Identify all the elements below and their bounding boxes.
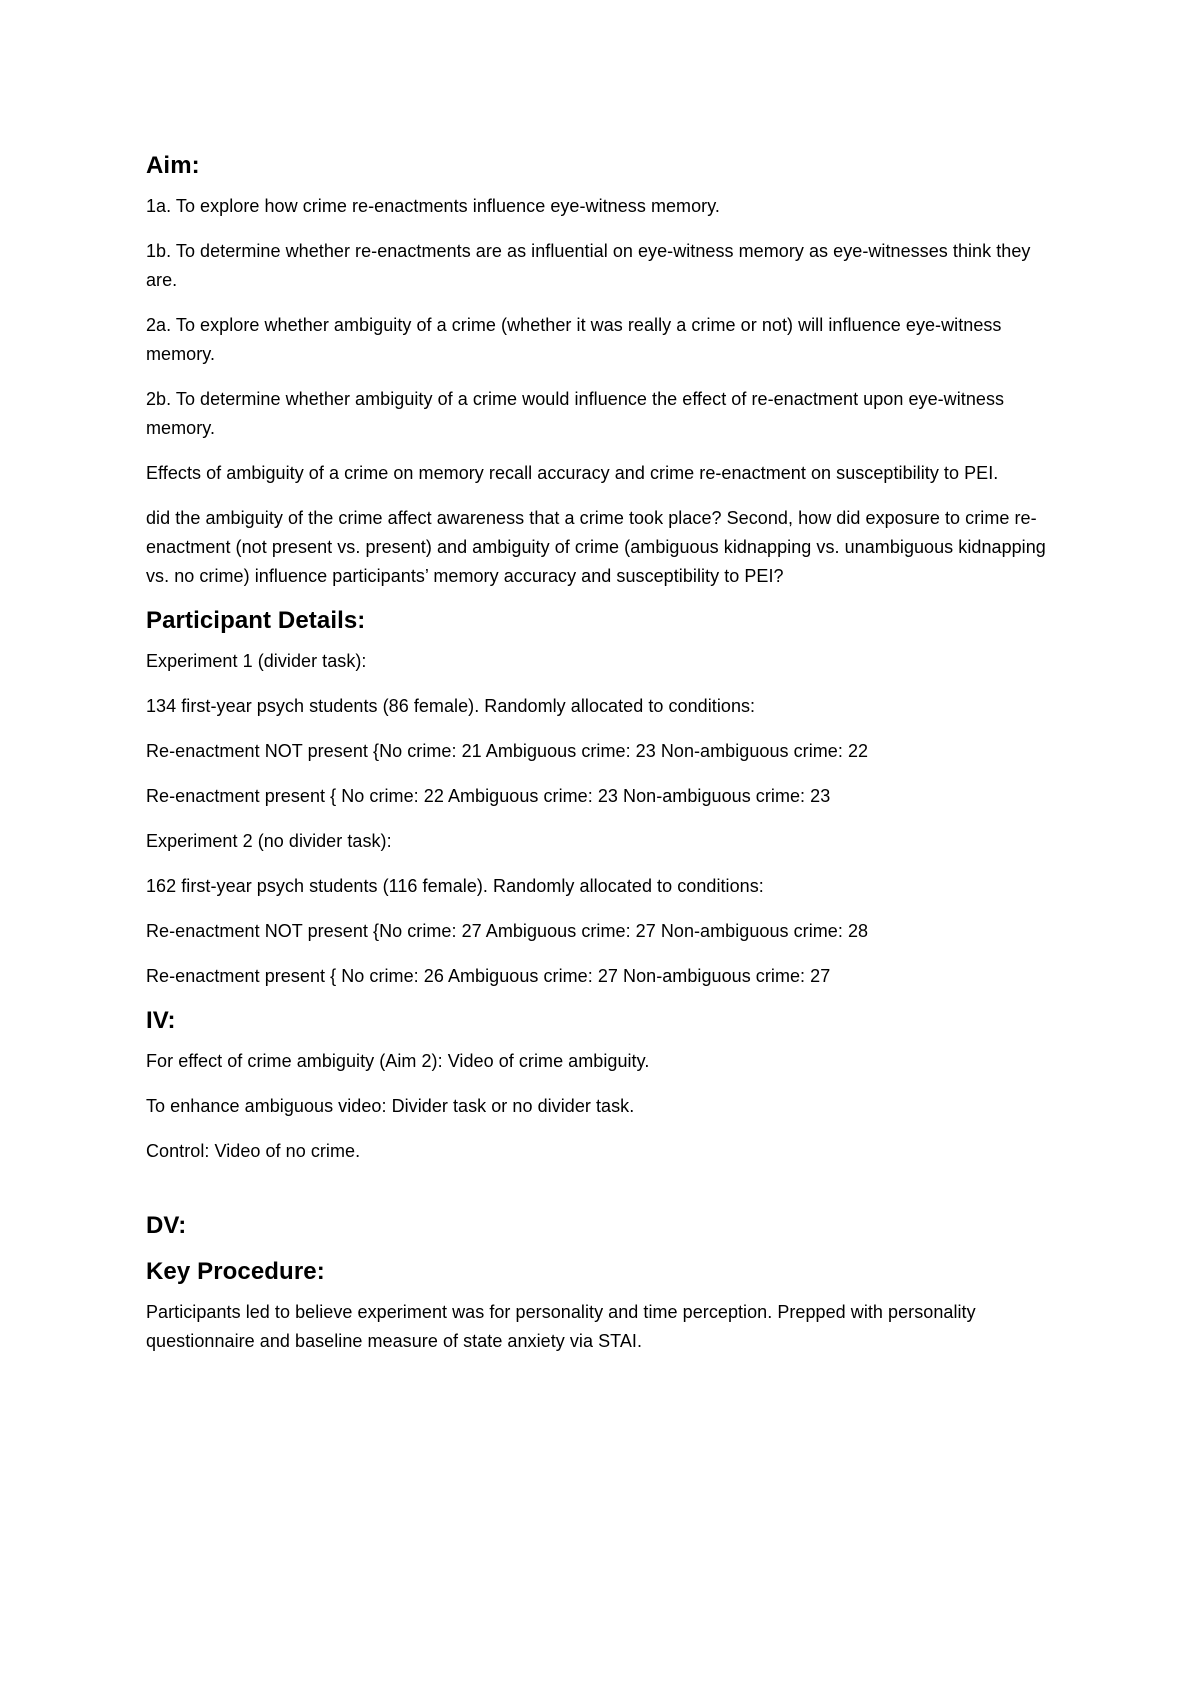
experiment-2-not-present-conditions: Re-enactment NOT present {No crime: 27 Ambiguous crime: 27 Non-ambiguous crime: 28 [146, 921, 869, 941]
aim-effects-paragraph: Effects of ambiguity of a crime on memory recall accuracy and crime re-enactment on susceptibility to PEI. [146, 463, 999, 483]
aim-item-1a: 1a. To explore how crime re-enactments influence eye-witness memory. [146, 196, 720, 216]
aim-heading: Aim: [146, 152, 200, 179]
participant-details-heading: Participant Details: [146, 607, 366, 634]
experiment-2-present-conditions: Re-enactment present { No crime: 26 Ambiguous crime: 27 Non-ambiguous crime: 27 [146, 966, 831, 986]
iv-crime-ambiguity: For effect of crime ambiguity (Aim 2): Video of crime ambiguity. [146, 1051, 650, 1071]
experiment-1-label: Experiment 1 (divider task): [146, 651, 367, 671]
iv-control: Control: Video of no crime. [146, 1141, 361, 1161]
experiment-2-sample: 162 first-year psych students (116 female). Randomly allocated to conditions: [146, 876, 764, 896]
aim-item-2a: 2a. To explore whether ambiguity of a crime (whether it was really a crime or not) will influence eye-witness memory. [146, 315, 1002, 364]
dv-heading: DV: [146, 1212, 187, 1239]
experiment-1-sample: 134 first-year psych students (86 female). Randomly allocated to conditions: [146, 696, 756, 716]
key-procedure-heading: Key Procedure: [146, 1258, 325, 1285]
experiment-2-label: Experiment 2 (no divider task): [146, 831, 392, 851]
aim-item-1b: 1b. To determine whether re-enactments are as influential on eye-witness memory as eye-witnesses think they are. [146, 241, 1031, 290]
experiment-1-not-present-conditions: Re-enactment NOT present {No crime: 21 Ambiguous crime: 23 Non-ambiguous crime: 22 [146, 741, 869, 761]
aim-questions-paragraph: did the ambiguity of the crime affect awareness that a crime took place? Second, how did exposure to crime re-enactment (not present vs. present) and ambiguity of crime (ambiguous kidnapping vs. unambiguous kidnapping vs. no crime) influence participants’ memory accuracy and susceptibility to PEI? [146, 508, 1046, 586]
iv-heading: IV: [146, 1007, 176, 1034]
aim-item-2b: 2b. To determine whether ambiguity of a crime would influence the effect of re-enactment upon eye-witness memory. [146, 389, 1005, 438]
procedure-paragraph: Participants led to believe experiment was for personality and time perception. Prepped with personality questionnaire and baseline measure of state anxiety via STAI. [146, 1302, 976, 1351]
iv-divider-task: To enhance ambiguous video: Divider task or no divider task. [146, 1096, 635, 1116]
document-body [146, 150, 1066, 1356]
experiment-1-present-conditions: Re-enactment present { No crime: 22 Ambiguous crime: 23 Non-ambiguous crime: 23 [146, 786, 831, 806]
